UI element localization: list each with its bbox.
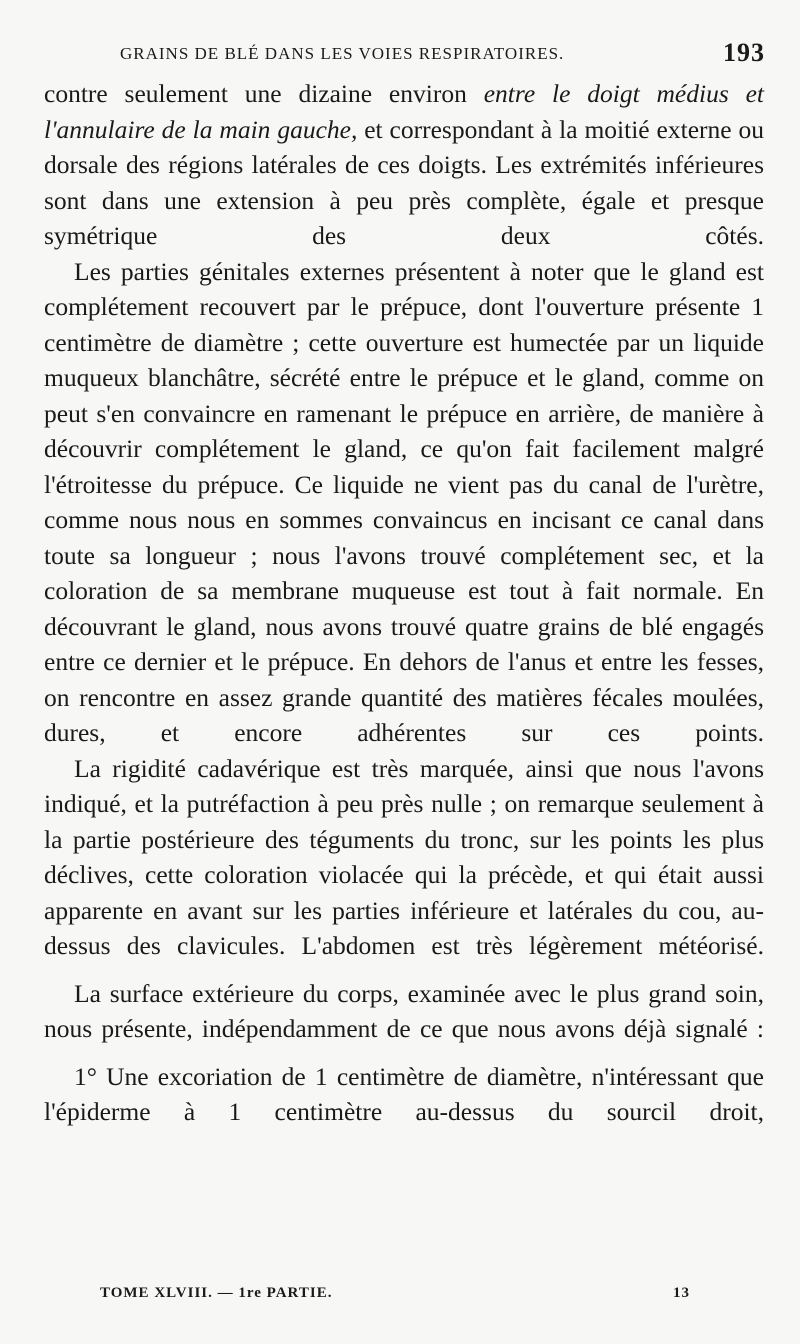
footer [100, 1285, 690, 1309]
sheet-number: 13 [673, 1285, 690, 1301]
paragraph-1-end: et correspondant à la moitié externe ou dorsale des régions latérales de ces doigts. Les extrémités inférieures sont dans une extension à peu près complète, égale et presque symétrique des deux côtés. [44, 114, 764, 250]
signature-mark: TOME XLVIII. — 1re PARTIE. [100, 1285, 333, 1301]
paragraph-2: Les parties génitales externes présentent à noter que le gland est complétement recouvert par le prépuce, dont l'ouverture présente 1 centimètre de diamètre ; cette ouverture est humectée par un liquide muqueux blanchâtre, sécrété entre le prépuce et le gland, comme on peut s'en convaincre en ramenant le prépuce en arrière, de manière à découvrir complétement le gland, ce qu'on fait facilement malgré l'étroitesse du prépuce. Ce liquide ne vient pas du canal de l'urètre, comme nous nous en sommes convaincus en incisant ce canal dans toute sa longueur ; nous l'avons trouvé complétement sec, et la coloration de sa membrane muqueuse est tout à fait normale. En découvrant le gland, nous avons trouvé quatre grains de blé engagés entre ce dernier et le prépuce. En dehors de l'anus et entre les fesses, on rencontre en assez grande quantité des matières fécales moulées, dures, et encore adhérentes sur ces points. [44, 256, 764, 747]
page-number: 193 [723, 38, 765, 67]
paragraph-1-start: contre seulement une dizaine environ [44, 79, 484, 108]
paragraph-4: La surface extérieure du corps, examinée avec le plus grand soin, nous présente, indépendamment de ce que nous avons déjà signalé : [44, 978, 764, 1043]
paragraph-5: 1° Une excoriation de 1 centimètre de diamètre, n'intéressant que l'épiderme à 1 centimètre au-dessus du sourcil droit, [44, 1061, 764, 1126]
running-title: GRAINS DE BLÉ DANS LES VOIES RESPIRATOIRES. [120, 44, 565, 63]
body-text [44, 76, 764, 1130]
paragraph-1-italic: entre le doigt médius et l'annulaire de la main gauche, [44, 79, 764, 144]
running-head [120, 38, 765, 68]
paragraph-3: La rigidité cadavérique est très marquée, ainsi que nous l'avons indiqué, et la putréfaction à peu près nulle ; on remarque seulement à la partie postérieure des téguments du tronc, sur les points les plus déclives, cette coloration violacée qui la précède, et qui était aussi apparente en avant sur les parties inférieure et latérales du cou, au-dessus des clavicules. L'abdomen est très légèrement météorisé. [44, 753, 764, 960]
paragraph-1 [44, 76, 764, 254]
